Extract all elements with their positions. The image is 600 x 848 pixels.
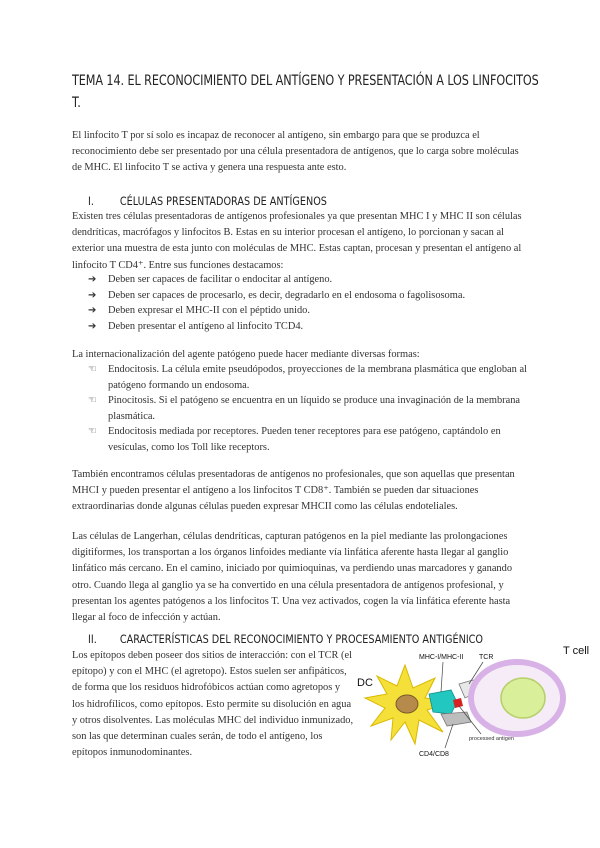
- antigen-presentation-diagram: [355, 640, 600, 765]
- section-1-paragraph-1: Existen tres células presentadoras de antígenos profesionales ya que presentan MHC I y MHC II son células dendríticas, macrófagos y linfocitos B. Estas en su interior procesan el antígeno, lo porcionan y sacan al exterior una muestra de esta junto con moléculas de MHC. Estas captan, procesan y presentan el antígeno al linfocito T CD4⁺. Entre sus funciones destacamos:: [72, 211, 522, 271]
- arrow-right-icon: ➔: [88, 305, 97, 317]
- section-1-number: I.: [88, 194, 94, 208]
- functions-list: [88, 272, 528, 334]
- list-item: ➔ Deben expresar el MHC-II con el péptido unido.: [88, 303, 528, 319]
- forms-list: [88, 362, 528, 456]
- pointing-hand-icon: ☜: [88, 395, 97, 407]
- section-1-paragraph-2: La internacionalización del agente patógeno puede hacer mediante diversas formas:: [72, 349, 420, 360]
- t-cell: [471, 662, 563, 734]
- mhc-pointer-line: [441, 662, 443, 692]
- cd-pointer-line: [445, 724, 453, 748]
- list-item: ➔ Deben ser capaces de procesarlo, es decir, degradarlo en el endosoma o fagolisosoma.: [88, 288, 528, 304]
- list-item: ☜ Pinocitosis. Si el patógeno se encuentra en un líquido se produce una invaginación de la membrana plasmática.: [88, 395, 521, 422]
- list-item: ➔ Deben presentar el antígeno al linfocito TCD4.: [88, 319, 528, 335]
- section-2-number: II.: [88, 632, 97, 646]
- section-1-paragraph-3: También encontramos células presentadoras de antígenos no profesionales, que son aquellas que presentan MHCI y pueden presentar el antígeno a los linfocitos T CD8⁺. También se pueden dar situaciones extraordinarias donde algunas células pueden expresar MHCII como las células endoteliales.: [72, 469, 515, 513]
- section-1-title: CÉLULAS PRESENTADORAS DE ANTÍGENOS: [119, 194, 327, 208]
- mhc-molecule: [429, 690, 457, 714]
- list-item: ➔ Deben ser capaces de facilitar o endocitar al antígeno.: [88, 272, 528, 288]
- cd4-cd8-molecule: [441, 712, 471, 726]
- arrow-right-icon: ➔: [88, 289, 97, 301]
- dc-label: DC: [357, 677, 373, 689]
- page-title: TEMA 14. EL RECONOCIMIENTO DEL ANTÍGENO Y PRESENTACIÓN A LOS LINFOCITOS T.: [72, 73, 539, 111]
- arrow-right-icon: ➔: [88, 320, 97, 332]
- section-2-title: CARACTERÍSTICAS DEL RECONOCIMIENTO Y PROCESAMIENTO ANTIGÉNICO: [119, 632, 484, 646]
- mhc-label: MHC-I/MHC-II: [419, 654, 464, 661]
- section-2-paragraph-1: Los epítopos deben poseer dos sitios de interacción: con el TCR (el epítopo) y con el MHC (el agretopo). Estos suelen ser anfipáticos, de forma que los residuos hidrofóbicos actúan como agretopos y los hidrofílicos, como epítopos. Esto permite su disolución en agua y otros disolventes. Las moléculas MHC del individuo inmunizado, son las que determinan cuales serán, de todo el antígeno, los epítopos inmunodominantes.: [72, 650, 354, 759]
- list-item: ☜ Endocitosis mediada por receptores. Pueden tener receptores para ese patógeno, captándolo en vesículas, como los Toll like receptors.: [88, 426, 501, 453]
- t-cell-label: T cell: [563, 645, 590, 657]
- section-1-paragraph-4: Las células de Langerhan, células dendríticas, capturan patógenos en la piel mediante las prolongaciones digitiformes, los transportan a los órganos linfoides mediante vía linfática aferente hasta llegar al ganglio linfático más cercano. En el camino, iniciado por quimioquinas, va perdiendo unas marcadores y ganando otro. Cuando llega al ganglio ya se ha convertido en una célula presentadora de antígenos profesional, y presentan los agentes patógenos a los linfocitos T. Una vez activados, cogen la vía linfática eferente hasta llegar al foco de infección y actúan.: [72, 531, 513, 624]
- arrow-right-icon: ➔: [88, 274, 97, 285]
- cd4-cd8-label: CD4/CD8: [419, 751, 449, 758]
- tcr-label: TCR: [479, 654, 494, 661]
- pointing-hand-icon: ☜: [88, 364, 97, 375]
- processed-antigen-label: processed antigen: [469, 736, 514, 742]
- list-item: ☜ Endocitosis. La célula emite pseudópodos, proyecciones de la membrana plasmática que engloban al patógeno formando un endosoma.: [88, 364, 527, 391]
- section-1-heading: [88, 194, 327, 208]
- intro-paragraph: El linfocito T por sí solo es incapaz de reconocer al antígeno, sin embargo para que se produzca el reconocimiento debe ser presentado por una célula presentadora de antígenos, que lo carga sobre moléculas de MHC. El linfocito T se activa y genera una respuesta ante esto.: [72, 130, 519, 174]
- pointing-hand-icon: ☜: [88, 426, 97, 438]
